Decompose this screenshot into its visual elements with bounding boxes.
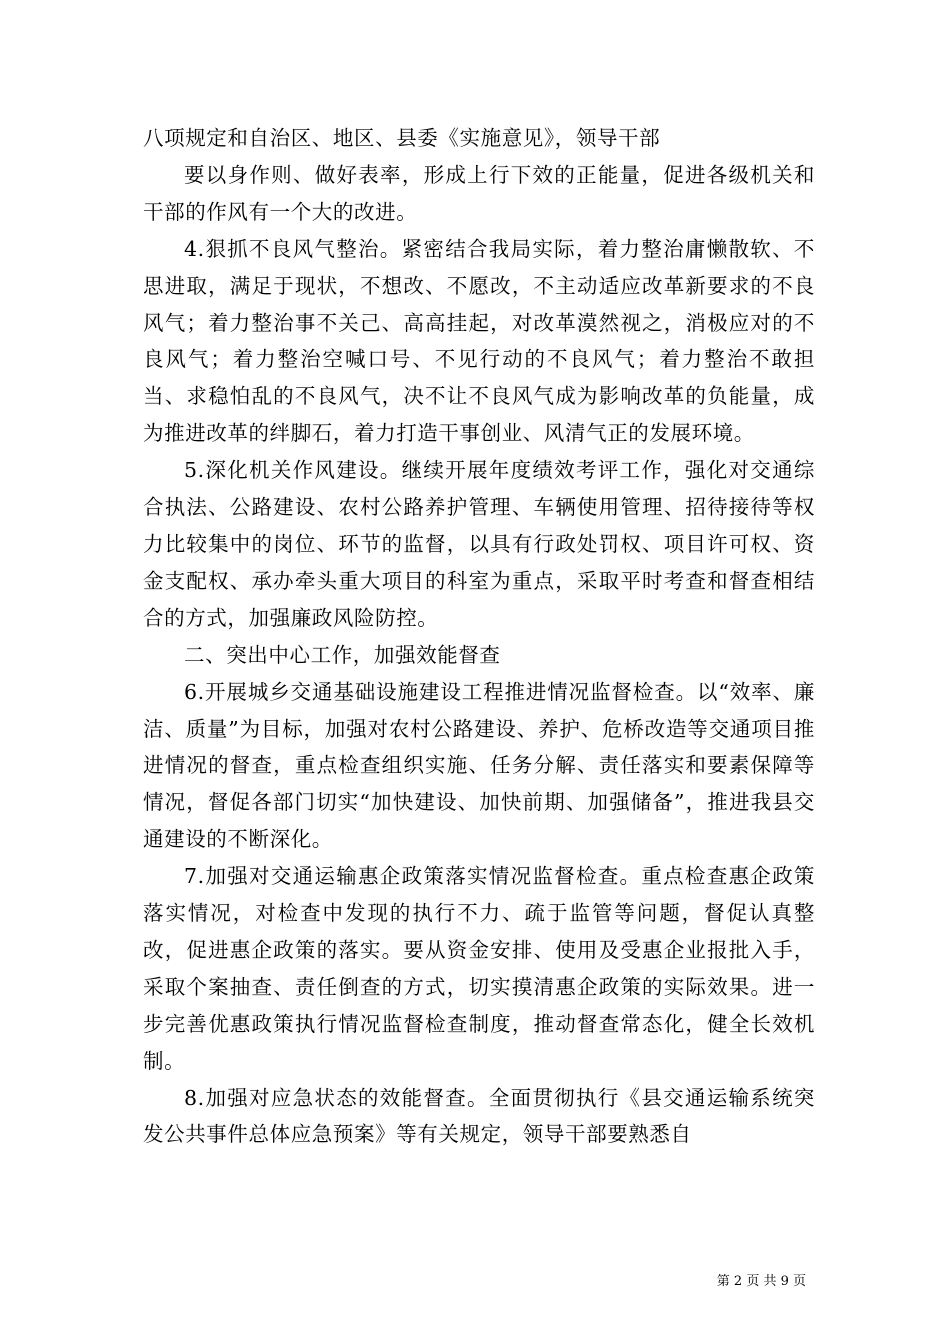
paragraph-lead-by-example: 要以身作则、做好表率，形成上行下效的正能量，促进各级机关和干部的作风有一个大的改进。 [143,162,815,224]
paragraph-item-8: 8.加强对应急状态的效能督查。全面贯彻执行《县交通运输系统突发公共事件总体应急预案》等有关规定，领导干部要熟悉自 [143,1085,815,1147]
page-number: 第 2 页 共 9 页 [716,1274,806,1289]
paragraph-item-5: 5.深化机关作风建设。继续开展年度绩效考评工作，强化对交通综合执法、公路建设、农村公路养护管理、车辆使用管理、招待接待等权力比较集中的岗位、环节的监督，以具有行政处罚权、项目许可权、资金支配权、承办牵头重大项目的科室为重点，采取平时考查和督查相结合的方式，加强廉政风险防控。 [143,458,815,630]
paragraph-item-7: 7.加强对交通运输惠企政策落实情况监督检查。重点检查惠企政策落实情况，对检查中发现的执行不力、疏于监管等问题，督促认真整改，促进惠企政策的落实。要从资金安排、使用及受惠企业报批入手，采取个案抽查、责任倒查的方式，切实摸清惠企政策的实际效果。进一步完善优惠政策执行情况监督检查制度，推动督查常态化，健全长效机制。 [143,864,815,1073]
document-body [143,120,815,1153]
paragraph-continuation: 八项规定和自治区、地区、县委《实施意见》，领导干部 [143,126,661,150]
paragraph-item-6: 6.开展城乡交通基础设施建设工程推进情况监督检查。以“效率、廉洁、质量”为目标，加强对农村公路建设、养护、危桥改造等交通项目推进情况的督查，重点检查组织实施、任务分解、责任落实和要素保障等情况，督促各部门切实“加快建设、加快前期、加强储备”，推进我县交通建设的不断深化。 [143,679,815,852]
paragraph-item-4: 4.狠抓不良风气整治。紧密结合我局实际，着力整治庸懒散软、不思进取，满足于现状，不想改、不愿改，不主动适应改革新要求的不良风气；着力整治事不关己、高高挂起，对改革漠然视之，消极应对的不良风气；着力整治空喊口号、不见行动的不良风气；着力整治不敢担当、求稳怕乱的不良风气，决不让不良风气成为影响改革的负能量，成为推进改革的绊脚石，着力打造干事创业、风清气正的发展环境。 [143,236,815,446]
section-heading-2: 二、突出中心工作，加强效能督查 [184,642,501,667]
